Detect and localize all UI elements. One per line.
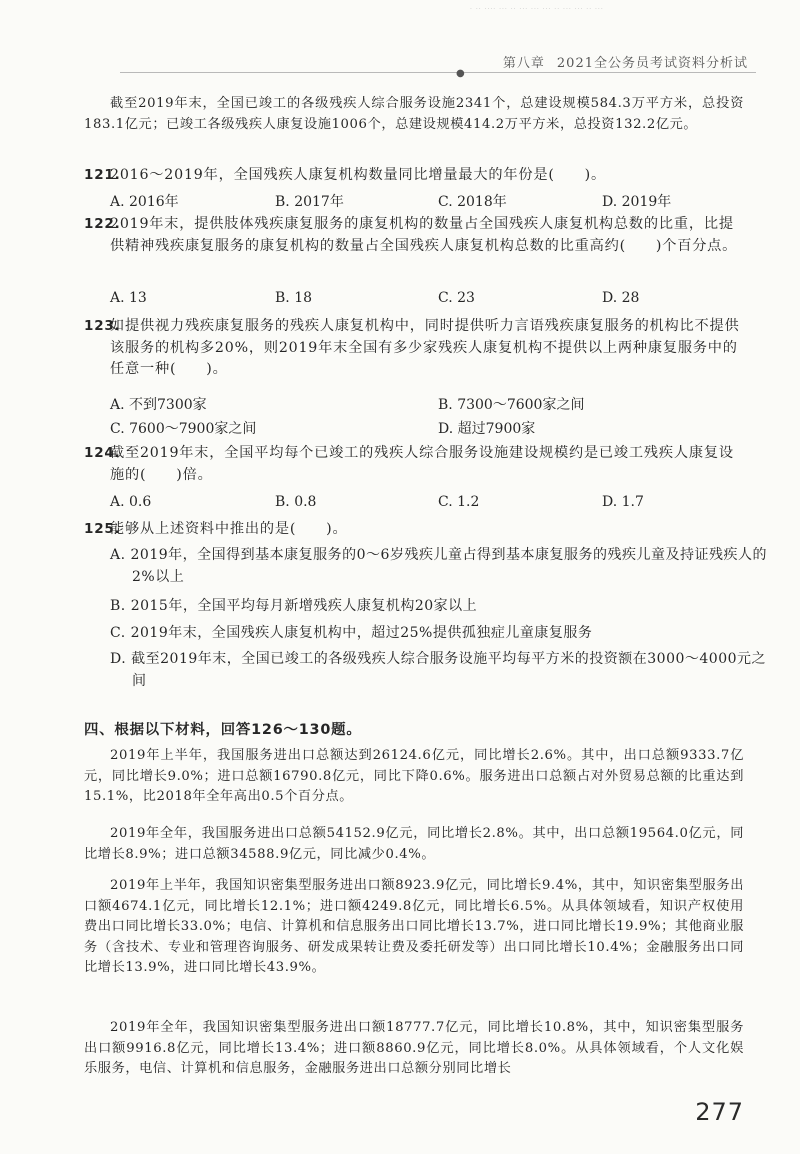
chapter-label: 第八章	[502, 56, 545, 71]
options-122	[110, 290, 760, 310]
option-c[interactable]: C. 23	[438, 290, 475, 306]
option-b[interactable]: B. 2015年，全国平均每月新增残疾人康复机构20家以上	[110, 598, 478, 614]
question-number: 125.	[84, 521, 121, 537]
option-a[interactable]: A. 0.6	[110, 494, 152, 510]
option-d[interactable]: D. 超过7900家	[438, 421, 536, 437]
options-123-row1	[110, 394, 760, 414]
question-stem: 截至2019年末，全国平均每个已竣工的残疾人综合服务设施建设规模约是已竣工残疾人康复设施的( )倍。	[110, 445, 734, 483]
options-124	[110, 494, 760, 514]
material-paragraph-4: 2019年全年，我国知识密集型服务进出口额18777.7亿元，同比增长10.8%，其中，知识密集型服务出口额9916.8亿元，同比增长13.4%；进口额8860.9亿元，同比增长8.0%。从具体领域看，个人文化娱乐服务，电信、计算机和信息服务，金融服务进出口总额分别同比增长	[84, 1020, 744, 1076]
section-heading: 四、根据以下材料，回答126～130题。	[84, 722, 362, 738]
question-number: 121.	[84, 167, 121, 183]
option-a[interactable]: A. 不到7300家	[110, 397, 207, 413]
running-header	[503, 52, 748, 71]
question-stem: 2016～2019年，全国残疾人康复机构数量同比增量最大的年份是( )。	[110, 167, 606, 183]
question-stem: 如提供视力残疾康复服务的残疾人康复机构中，同时提供听力言语残疾康复服务的机构比不提供该服务的机构多20%，则2019年末全国有多少家残疾人康复机构不提供以上两种康复服务中的任意一种( )。	[110, 318, 740, 377]
option-c[interactable]: C. 2019年末，全国残疾人康复机构中，超过25%提供孤独症儿童康复服务	[110, 625, 593, 641]
question-122	[84, 214, 744, 257]
option-b[interactable]: B. 2017年	[275, 194, 344, 210]
question-123	[84, 316, 744, 381]
question-number: 123.	[84, 318, 121, 334]
top-strip: · ·· ···· ··· ·· ··· ··· ··· ·· ··· ··· ·· ···	[470, 6, 604, 13]
option-a[interactable]: A. 13	[110, 290, 147, 306]
page-number: 277	[695, 1098, 744, 1126]
options-123-row2	[110, 418, 760, 438]
option-c[interactable]: C. 2018年	[438, 194, 507, 210]
question-121	[84, 165, 744, 187]
options-121	[110, 191, 760, 211]
option-b[interactable]: B. 18	[275, 290, 313, 306]
question-124	[84, 443, 744, 486]
option-a[interactable]: A. 2016年	[110, 194, 179, 210]
option-a[interactable]: A. 2019年，全国得到基本康复服务的0～6岁残疾儿童占得到基本康复服务的残疾儿童及持证残疾人的2%以上	[110, 547, 767, 585]
header-bullet: ●	[456, 68, 465, 79]
header-rule	[120, 72, 756, 73]
option-d[interactable]: D. 截至2019年末，全国已竣工的各级残疾人综合服务设施平均每平方米的投资额在3000～4000元之间	[110, 651, 767, 689]
option-b[interactable]: B. 7300～7600家之间	[438, 397, 585, 413]
material-paragraph-1: 2019年上半年，我国服务进出口总额达到26124.6亿元，同比增长2.6%。其中，出口总额9333.7亿元，同比增长9.0%；进口总额16790.8亿元，同比下降0.6%。服务进出口总额占对外贸易总额的比重达到15.1%，比2018年全年高出0.5个百分点。	[84, 748, 744, 804]
option-b[interactable]: B. 0.8	[275, 494, 317, 510]
option-c[interactable]: C. 1.2	[438, 494, 480, 510]
question-stem: 2019年末，提供肢体残疾康复服务的康复机构的数量占全国残疾人康复机构总数的比重，比提供精神残疾康复服务的康复机构的数量占全国残疾人康复机构总数的比重高约( )个百分点。	[110, 216, 738, 254]
material-paragraph-3: 2019年上半年，我国知识密集型服务进出口额8923.9亿元，同比增长9.4%，其中，知识密集型服务出口额4674.1亿元，同比增长12.1%；进口额4249.8亿元，同比增长6.5%。从具体领域看，知识产权使用费出口同比增长33.0%；电信、计算机和信息服务出口同比增长13.7%，进口同比增长19.9%；其他商业服务（含技术、专业和管理咨询服务、研发成果转让费及委托研发等）出口同比增长10.4%；金融服务出口同比增长13.9%，进口同比增长43.9%。	[84, 878, 744, 975]
option-d[interactable]: D. 1.7	[602, 494, 644, 510]
option-d[interactable]: D. 28	[602, 290, 640, 306]
question-stem: 能够从上述资料中推出的是( )。	[110, 521, 348, 537]
option-d[interactable]: D. 2019年	[602, 194, 672, 210]
question-number: 122.	[84, 216, 121, 232]
book-title: 2021全公务员考试资料分析试	[556, 56, 748, 71]
material-paragraph-2: 2019年全年，我国服务进出口总额54152.9亿元，同比增长2.8%。其中，出口总额19564.0亿元，同比增长8.9%；进口总额34588.9亿元，同比减少0.4%。	[84, 826, 744, 862]
option-c[interactable]: C. 7600～7900家之间	[110, 421, 257, 437]
intro-paragraph: 截至2019年末，全国已竣工的各级残疾人综合服务设施2341个，总建设规模584.3万平方米，总投资183.1亿元；已竣工各级残疾人康复设施1006个，总建设规模414.2万平方米，总投资132.2亿元。	[84, 96, 744, 132]
question-number: 124.	[84, 445, 121, 461]
question-125	[84, 519, 744, 541]
